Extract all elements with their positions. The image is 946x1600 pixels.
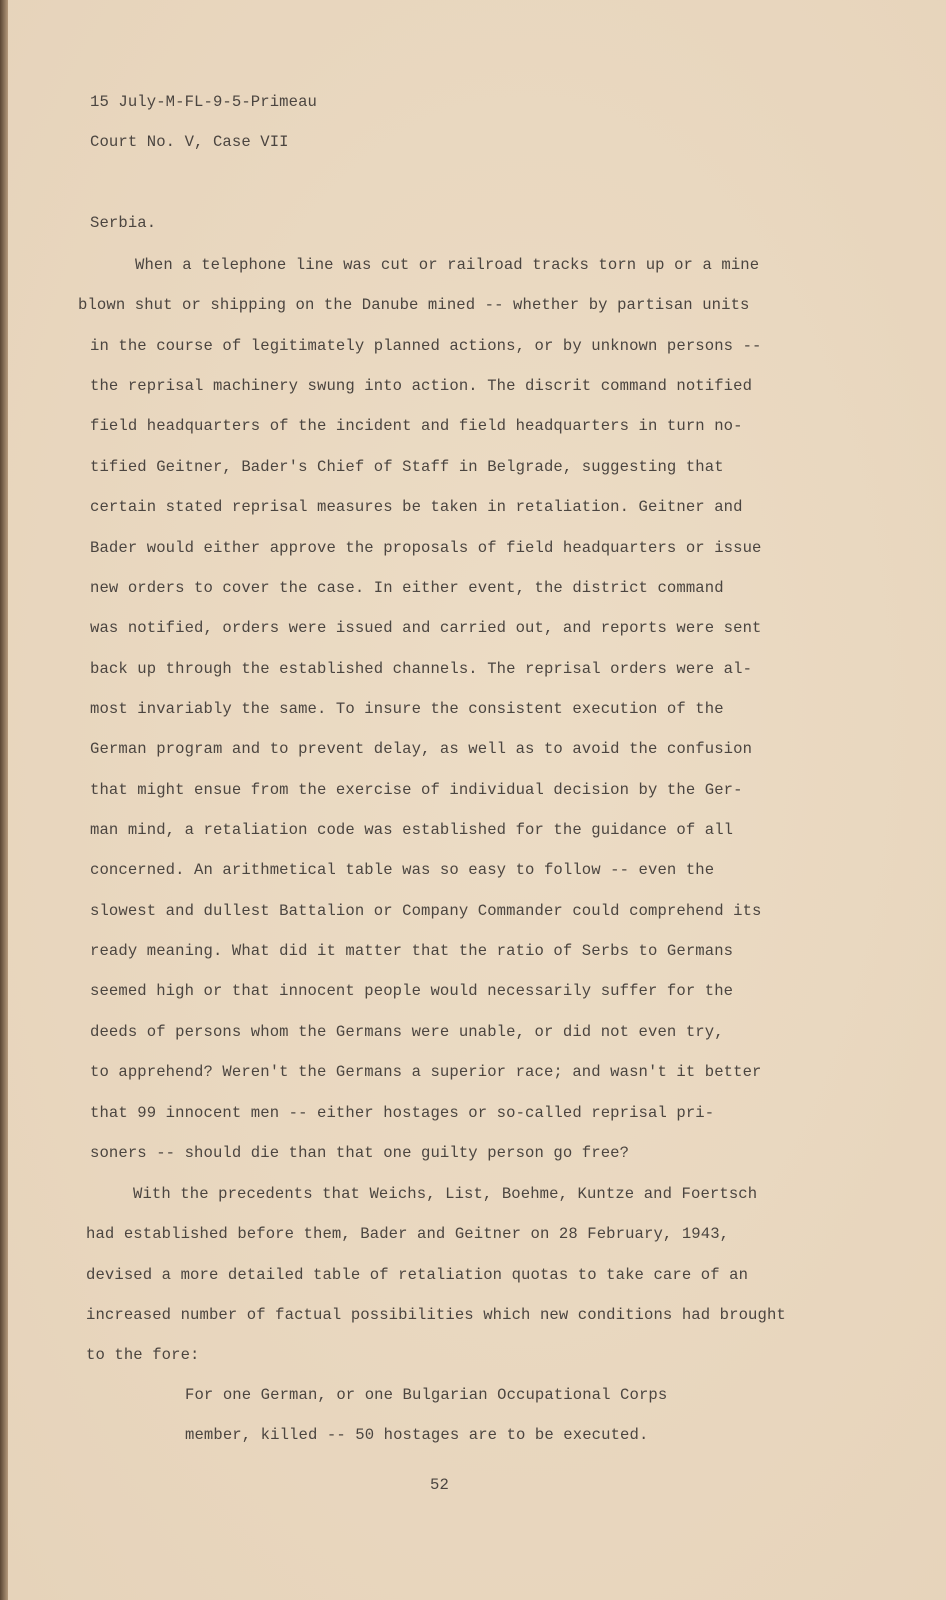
paragraph-line: concerned. An arithmetical table was so easy to follow -- even the [90,861,715,880]
court-case-line: Court No. V, Case VII [90,133,289,151]
paragraph-line: devised a more detailed table of retaliation quotas to take care of an [86,1265,749,1284]
quoted-rule-line: member, killed -- 50 hostages are to be executed. [185,1426,649,1445]
paragraph-line: to the fore: [86,1346,200,1365]
paragraph-line: field headquarters of the incident and field headquarters in turn no- [90,417,743,436]
section-heading: Serbia. [90,214,157,232]
document-page [8,0,946,1600]
paragraph-line: that 99 innocent men -- either hostages or so-called reprisal pri- [90,1103,715,1122]
paragraph-line: man mind, a retaliation code was established for the guidance of all [90,821,734,840]
paragraph-line: had established before them, Bader and Geitner on 28 February, 1943, [86,1225,730,1244]
paragraph-line: was notified, orders were issued and carried out, and reports were sent [90,619,762,638]
paragraph-line: in the course of legitimately planned actions, or by unknown persons -- [90,336,762,355]
paragraph-line: tified Geitner, Bader's Chief of Staff in Belgrade, suggesting that [90,457,724,476]
paragraph-line: back up through the established channels. The reprisal orders were al- [90,659,753,678]
paragraph-line: slowest and dullest Battalion or Company Commander could comprehend its [90,901,762,920]
paragraph-line: ready meaning. What did it matter that the ratio of Serbs to Germans [90,942,734,961]
paragraph-line: the reprisal machinery swung into action. The discrit command notified [90,377,753,396]
paragraph-line: to apprehend? Weren't the Germans a superior race; and wasn't it better [90,1063,762,1082]
paragraph-line: blown shut or shipping on the Danube mined -- whether by partisan units [78,296,750,315]
quoted-rule-line: For one German, or one Bulgarian Occupational Corps [185,1386,668,1404]
paragraph-line: certain stated reprisal measures be taken in retaliation. Geitner and [90,498,743,517]
paragraph-line: deeds of persons whom the Germans were unable, or did not even try, [90,1022,724,1041]
page-binding-edge [0,0,8,1600]
paragraph-line: most invariably the same. To insure the consistent execution of the [90,699,724,718]
paragraph-line: German program and to prevent delay, as well as to avoid the confusion [90,740,753,759]
document-id-line: 15 July-M-FL-9-5-Primeau [90,93,317,111]
paragraph-line: seemed high or that innocent people would necessarily suffer for the [90,982,734,1001]
paragraph-line: soners -- should die than that one guilty person go free? [90,1143,630,1162]
page-number: 52 [430,1476,449,1494]
paragraph-line: When a telephone line was cut or railroad tracks torn up or a mine [135,256,760,274]
paragraph-line: that might ensue from the exercise of individual decision by the Ger- [90,780,743,799]
paragraph-line: increased number of factual possibilities which new conditions had brought [86,1306,786,1325]
paragraph-line: Bader would either approve the proposals of field headquarters or issue [90,538,762,557]
paragraph-line: new orders to cover the case. In either event, the district command [90,578,724,597]
paragraph-line: With the precedents that Weichs, List, Boehme, Kuntze and Foertsch [133,1185,758,1203]
